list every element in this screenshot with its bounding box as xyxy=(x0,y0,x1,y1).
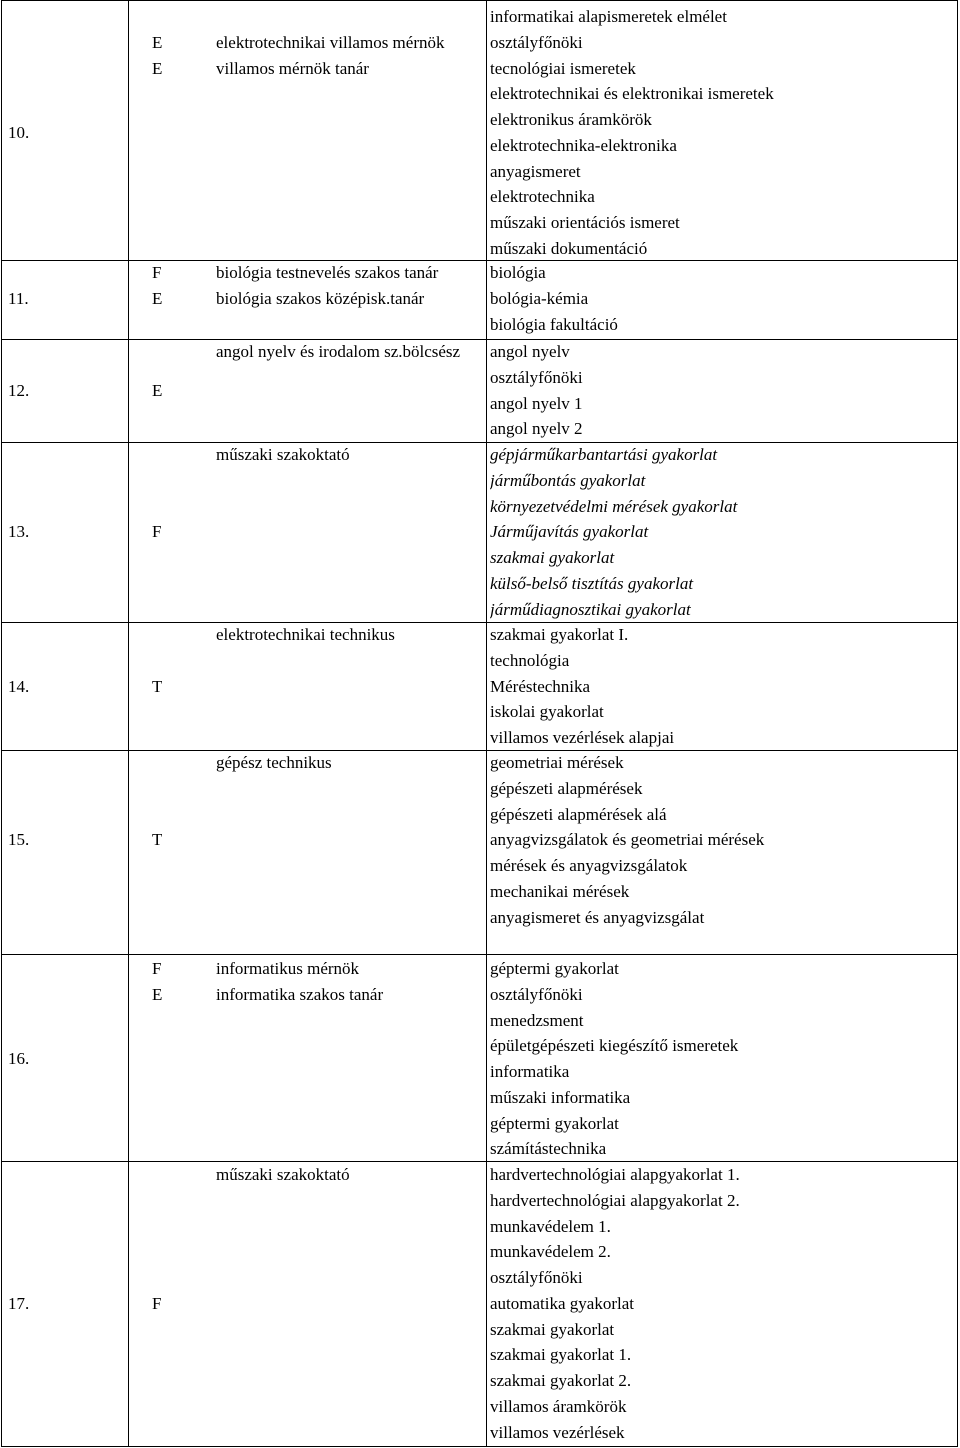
row-subject: szakmai gyakorlat xyxy=(490,1319,615,1339)
row-subject: épületgépészeti kiegészítő ismeretek xyxy=(490,1036,739,1056)
row-level: E xyxy=(152,984,163,1004)
section-level: F xyxy=(152,522,162,542)
section-number: 16. xyxy=(8,1049,30,1069)
row-subject: osztályfőnöki xyxy=(490,984,583,1004)
row-subject: szakmai gyakorlat 2. xyxy=(490,1371,632,1390)
row-level: F xyxy=(152,959,162,978)
row-qualification: informatikus mérnök xyxy=(216,959,360,978)
row-subject: technológia xyxy=(490,650,570,670)
row-subject: járműbontás gyakorlat xyxy=(490,470,646,490)
table-bottom-border xyxy=(1,1446,958,1447)
row-subject: informatika xyxy=(490,1062,570,1081)
table-right-border xyxy=(957,0,958,1446)
section-separator xyxy=(1,260,958,261)
row-subject: osztályfőnöki xyxy=(490,367,583,387)
row-subject: környezetvédelmi mérések gyakorlat xyxy=(490,496,738,516)
section-separator xyxy=(1,954,958,955)
section-number: 13. xyxy=(8,522,30,542)
section-number: 12. xyxy=(8,380,30,400)
row-subject: anyagismeret xyxy=(490,161,581,181)
row-qualification: angol nyelv és irodalom sz.bölcsész xyxy=(216,342,461,361)
row-qualification: elektrotechnikai villamos mérnök xyxy=(216,32,445,52)
row-qualification: gépész technikus xyxy=(216,753,332,772)
row-qualification: elektrotechnikai technikus xyxy=(216,625,395,644)
row-subject: elektrotechnika xyxy=(490,187,595,207)
row-subject: géptermi gyakorlat xyxy=(490,1113,619,1133)
row-subject: automatika gyakorlat xyxy=(490,1293,634,1313)
row-subject: iskolai gyakorlat xyxy=(490,702,604,722)
section-number: 11. xyxy=(8,288,29,308)
section-separator xyxy=(1,750,958,751)
section-level: F xyxy=(152,1293,162,1313)
section-number: 14. xyxy=(8,676,30,696)
row-subject: gépészeti alapmérések xyxy=(490,778,643,798)
row-subject: munkavédelem 1. xyxy=(490,1216,611,1236)
row-subject: hardvertechnológiai alapgyakorlat 2. xyxy=(490,1190,740,1210)
row-subject: anyagvizsgálatok és geometriai mérések xyxy=(490,830,765,850)
row-subject: angol nyelv 2 xyxy=(490,419,583,439)
row-subject: bológia-kémia xyxy=(490,288,589,308)
row-level: E xyxy=(152,32,163,52)
row-qualification: biológia szakos középisk.tanár xyxy=(216,288,425,308)
row-subject: számítástechnika xyxy=(490,1139,607,1159)
section-number: 15. xyxy=(8,830,30,850)
row-subject: Méréstechnika xyxy=(490,676,591,696)
row-qualification: villamos mérnök tanár xyxy=(216,58,369,78)
row-level: E xyxy=(152,288,163,308)
section-separator xyxy=(1,1161,958,1162)
row-subject: mechanikai mérések xyxy=(490,881,630,901)
section-level: T xyxy=(152,676,163,696)
row-subject: informatikai alapismeretek elmélet xyxy=(490,7,727,26)
row-subject: elektrotechnikai és elektronikai ismeretek xyxy=(490,84,774,104)
row-subject: villamos áramkörök xyxy=(490,1396,627,1416)
row-subject: angol nyelv 1 xyxy=(490,393,583,413)
row-subject: szakmai gyakorlat 1. xyxy=(490,1345,632,1365)
row-subject: geometriai mérések xyxy=(490,753,624,772)
table-left-border xyxy=(1,0,2,1446)
row-subject: menedzsment xyxy=(490,1010,584,1030)
row-subject: biológia xyxy=(490,263,546,282)
row-subject: műszaki informatika xyxy=(490,1087,631,1107)
row-subject: járműdiagnosztikai gyakorlat xyxy=(490,599,691,619)
row-qualification: informatika szakos tanár xyxy=(216,984,384,1004)
row-qualification: műszaki szakoktató xyxy=(216,1165,350,1184)
section-number: 10. xyxy=(8,122,30,142)
row-subject: szakmai gyakorlat I. xyxy=(490,625,629,644)
row-subject: gépjárműkarbantartási gyakorlat xyxy=(490,445,718,464)
row-subject: biológia fakultáció xyxy=(490,314,618,334)
row-qualification: biológia testnevelés szakos tanár xyxy=(216,263,439,282)
row-subject: hardvertechnológiai alapgyakorlat 1. xyxy=(490,1165,740,1184)
row-subject: mérések és anyagvizsgálatok xyxy=(490,856,688,875)
row-subject: tecnológiai ismeretek xyxy=(490,58,636,78)
row-subject: gépészeti alapmérések alá xyxy=(490,804,667,824)
row-subject: osztályfőnöki xyxy=(490,32,583,52)
row-subject: elektronikus áramkörök xyxy=(490,110,652,129)
column-divider-subject xyxy=(486,0,487,1446)
column-divider-main xyxy=(128,0,129,1446)
row-subject: géptermi gyakorlat xyxy=(490,959,619,978)
section-number: 17. xyxy=(8,1293,30,1313)
row-subject: Járműjavítás gyakorlat xyxy=(490,522,649,542)
row-subject: villamos vezérlések alapjai xyxy=(490,728,675,747)
row-subject: szakmai gyakorlat xyxy=(490,548,615,567)
row-subject: anyagismeret és anyagvizsgálat xyxy=(490,907,705,927)
row-subject: elektrotechnika-elektronika xyxy=(490,135,677,155)
row-subject: munkavédelem 2. xyxy=(490,1242,611,1262)
row-subject: műszaki orientációs ismeret xyxy=(490,213,680,232)
row-level: E xyxy=(152,58,163,78)
row-subject: műszaki dokumentáció xyxy=(490,238,648,258)
row-subject: osztályfőnöki xyxy=(490,1268,583,1287)
section-separator xyxy=(1,622,958,623)
row-level: F xyxy=(152,263,162,282)
section-separator xyxy=(1,339,958,340)
section-separator xyxy=(1,442,958,443)
row-subject: külső-belső tisztítás gyakorlat xyxy=(490,573,694,593)
section-level: E xyxy=(152,380,163,400)
section-level: T xyxy=(152,830,163,850)
table-top-border xyxy=(1,0,958,1)
row-qualification: műszaki szakoktató xyxy=(216,445,350,464)
row-subject: angol nyelv xyxy=(490,342,570,361)
row-subject: villamos vezérlések xyxy=(490,1422,625,1442)
